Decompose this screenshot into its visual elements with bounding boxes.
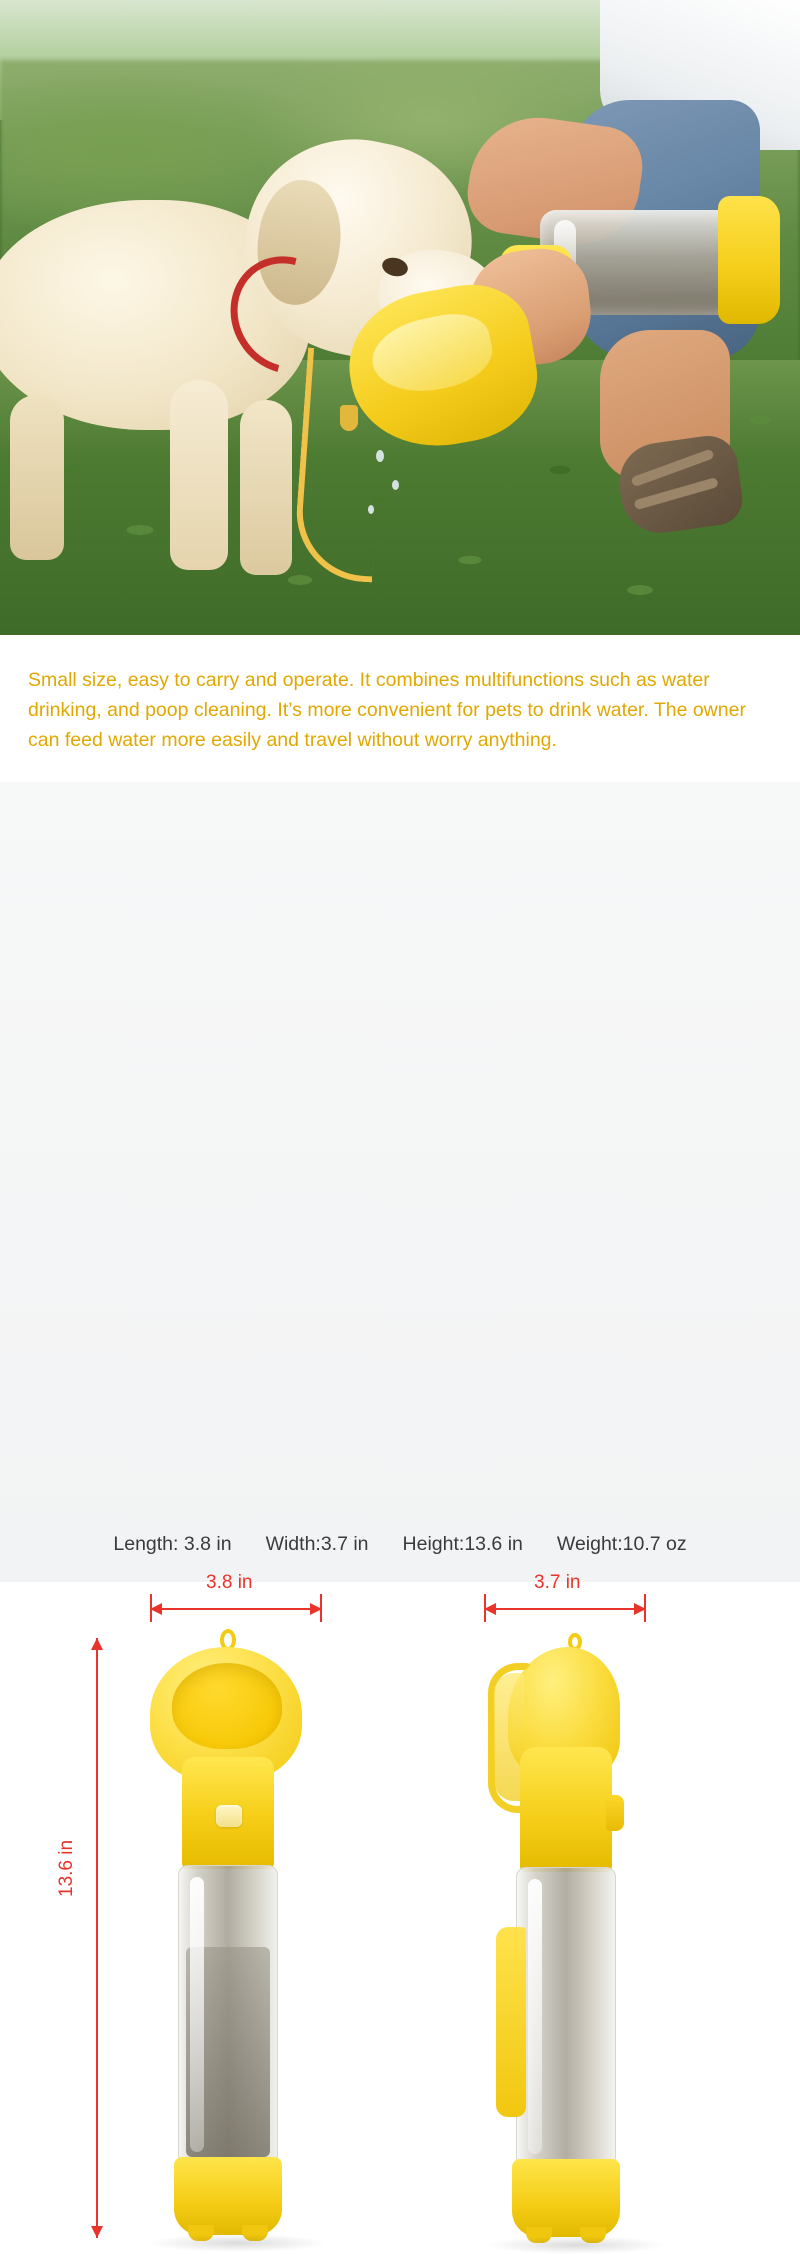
spec-weight: Weight:10.7 oz: [556, 1532, 687, 1555]
dog-front-leg-near: [170, 380, 228, 570]
product-description: [0, 635, 800, 782]
bottle-end-cap: [718, 196, 780, 324]
side-width-arrow: [484, 1608, 646, 1610]
spec-length: Length: 3.8 in: [113, 1532, 232, 1555]
spec-summary-row: [0, 1533, 800, 1556]
tube-highlight: [528, 1879, 542, 2154]
side-width-label: 3.7 in: [534, 1571, 581, 1593]
front-width-label: 3.8 in: [206, 1571, 253, 1593]
description-text: Small size, easy to carry and operate. It combines multifunctions such as water drinking, and poop cleaning. It’s more convenient for pets to drink water. The owner can feed water more easily and travel without worry anything.: [28, 669, 746, 752]
scoop-bowl-inner: [172, 1663, 282, 1749]
dimension-diagram-panel: [0, 782, 800, 1897]
product-base-cap: [174, 2157, 282, 2235]
dog-hind-leg: [240, 400, 292, 575]
height-arrow: [96, 1638, 98, 2238]
front-view-shadow: [148, 2234, 328, 2252]
product-neck: [520, 1747, 612, 1872]
height-label: 13.6 in: [56, 1839, 77, 1897]
side-width-tick-left: [484, 1594, 486, 1622]
front-width-arrow: [150, 1608, 322, 1610]
water-drop: [376, 450, 384, 462]
product-base-cap: [512, 2159, 620, 2237]
side-view-shadow: [486, 2236, 666, 2254]
dog-front-leg-far: [10, 395, 64, 560]
tube-highlight: [190, 1877, 204, 2152]
leash-tag: [340, 405, 358, 431]
water-drop: [392, 480, 399, 490]
spec-width: Width:3.7 in: [265, 1532, 369, 1555]
release-button[interactable]: [216, 1805, 242, 1827]
side-width-tick-right: [644, 1594, 646, 1622]
side-clip: [496, 1927, 526, 2117]
front-width-tick-left: [150, 1594, 152, 1622]
front-width-tick-right: [320, 1594, 322, 1622]
water-drop: [368, 505, 374, 514]
hero-product-photo: [0, 0, 800, 635]
spec-height: Height:13.6 in: [402, 1532, 523, 1555]
side-trigger[interactable]: [606, 1795, 624, 1831]
